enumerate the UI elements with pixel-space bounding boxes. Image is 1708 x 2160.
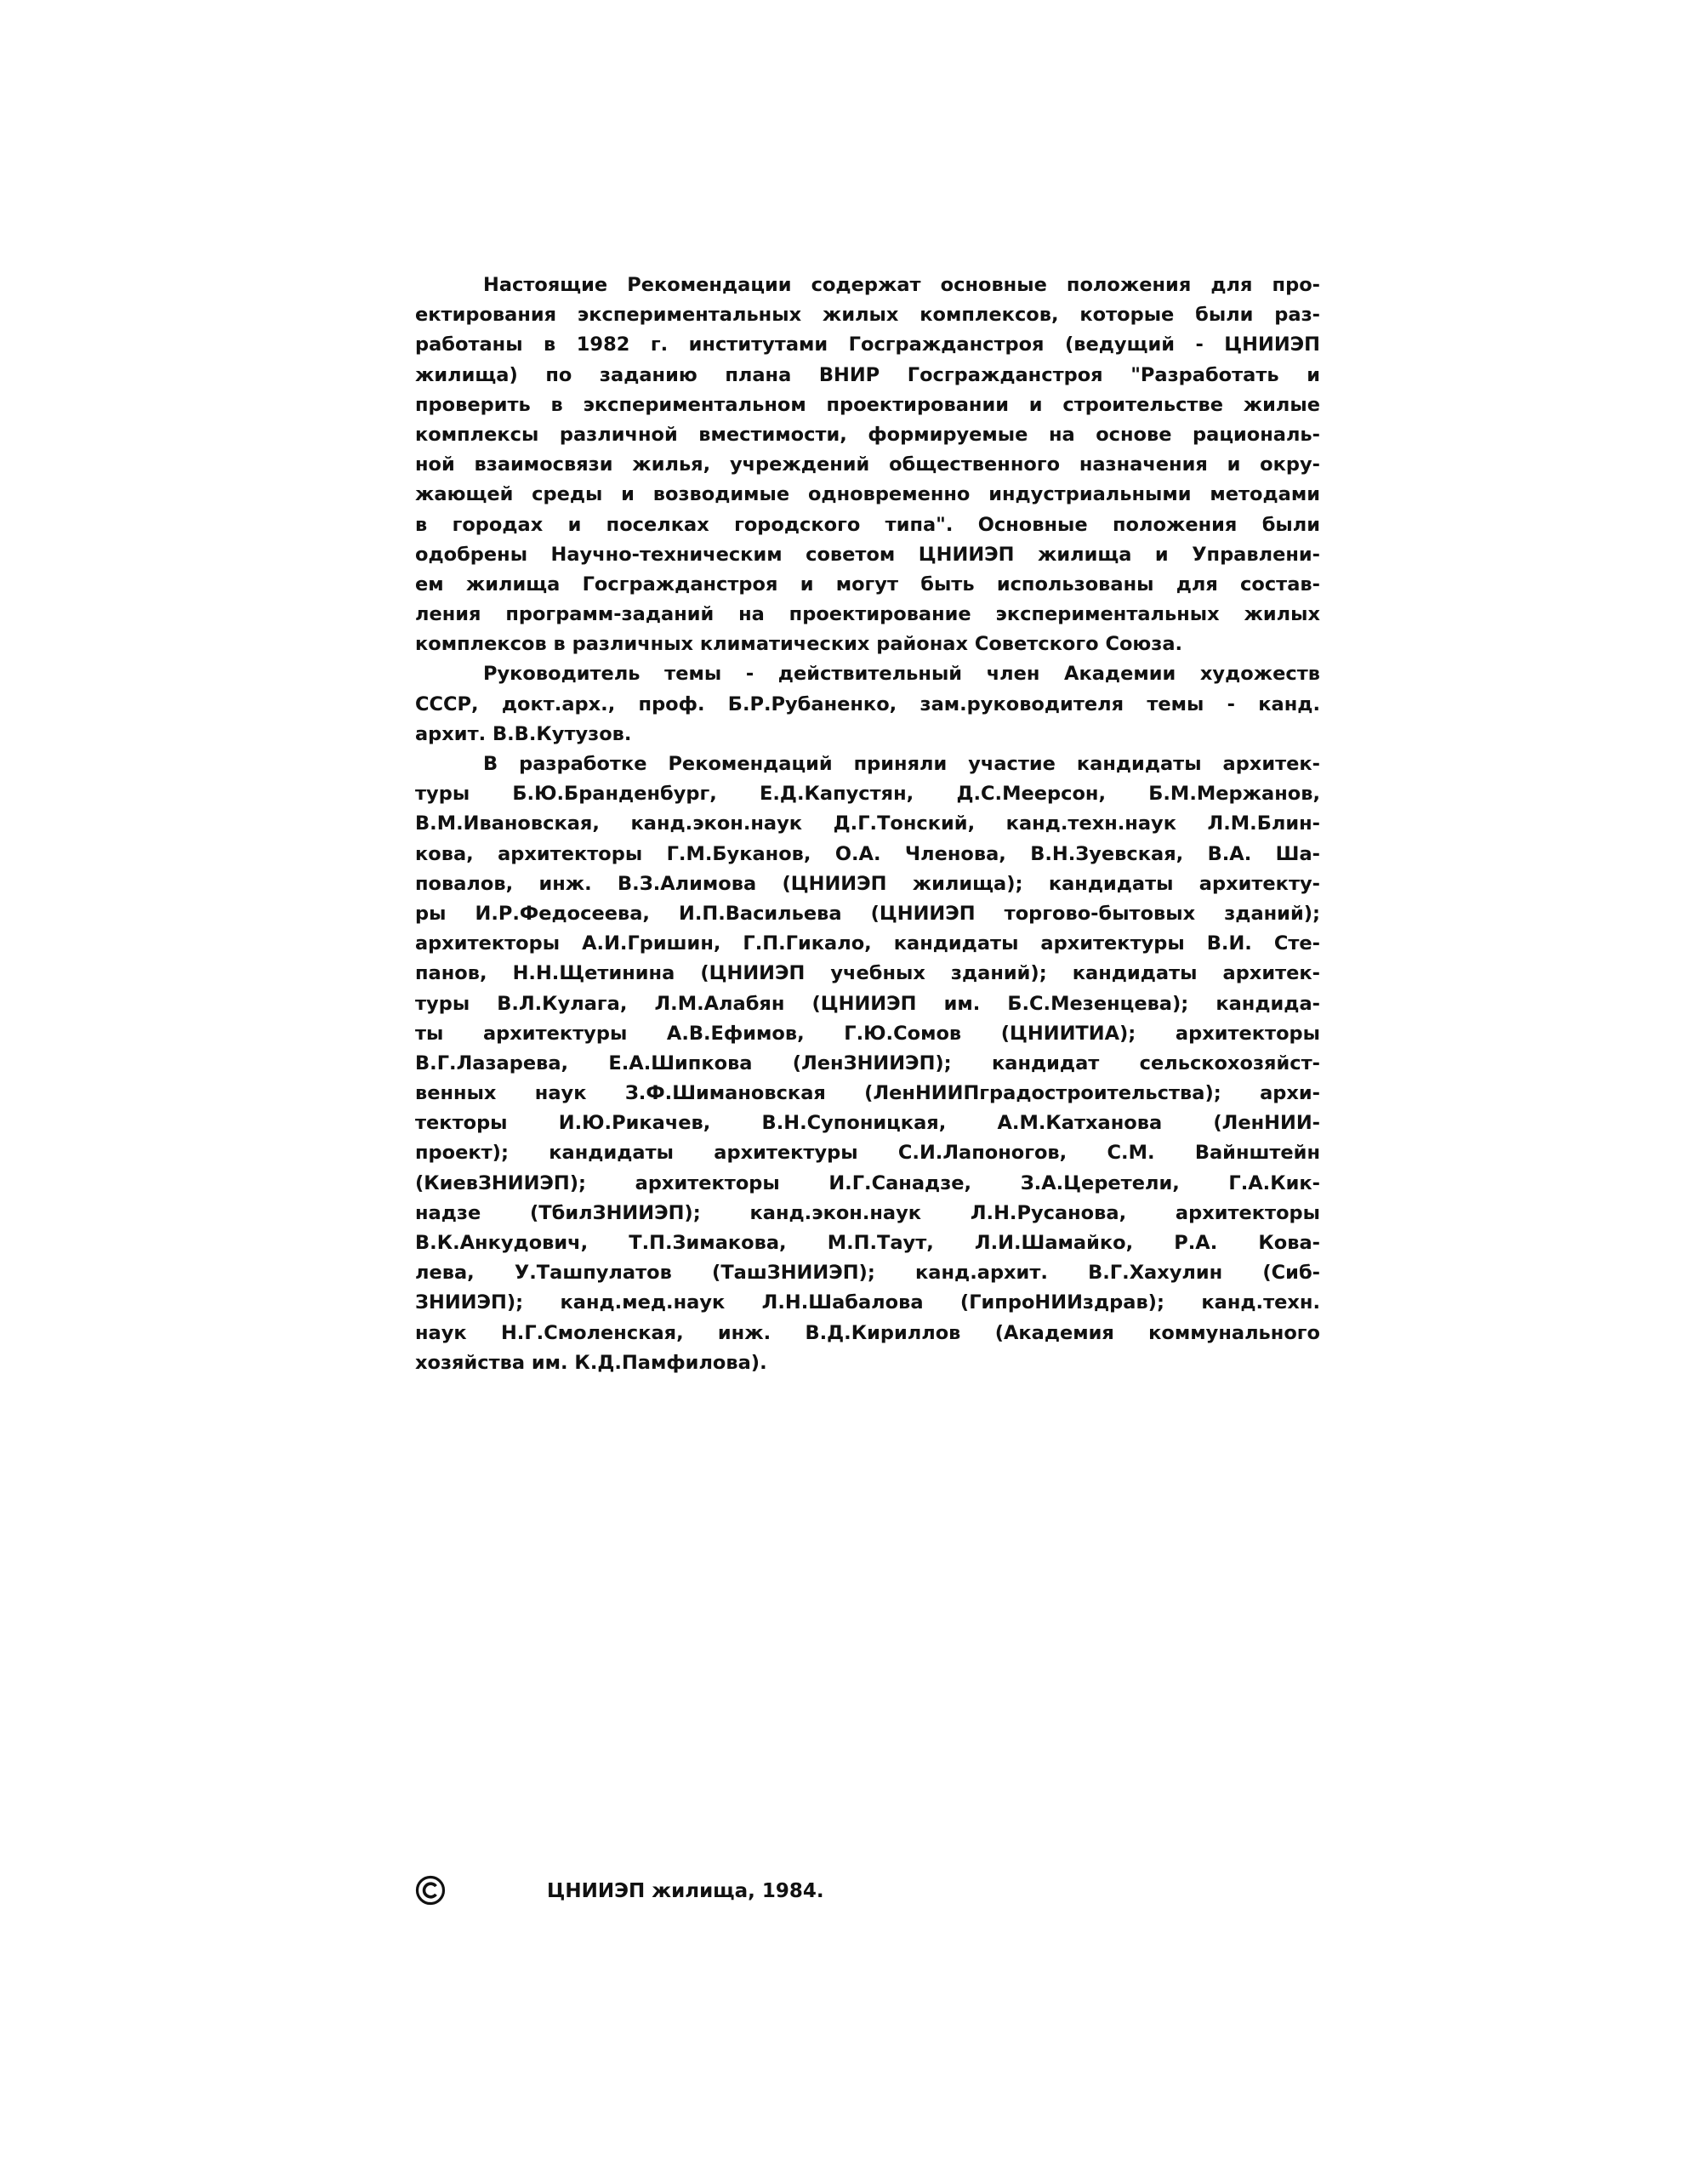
text-line: ектирования экспериментальных жилых комплексов, которые были раз- (415, 304, 1320, 327)
copyright-icon (415, 1875, 446, 1906)
text-line: проект); кандидаты архитектуры С.И.Лапоногов, С.М. Вайнштейн (415, 1142, 1320, 1165)
text-line: одобрены Научно-техническим советом ЦНИИЭП жилища и Управлени- (415, 543, 1320, 566)
text-line: работаны в 1982 г. институтами Госгражданстроя (ведущий - ЦНИИЭП (415, 333, 1320, 356)
text-line: Настоящие Рекомендации содержат основные положения для про- (483, 274, 1320, 296)
text-line: ты архитектуры А.В.Ефимов, Г.Ю.Сомов (ЦНИИТИА); архитекторы (415, 1022, 1320, 1045)
text-line: СССР, докт.арх., проф. Б.Р.Рубаненко, зам.руководителя темы - канд. (415, 692, 1320, 715)
paragraph-participants (415, 749, 1320, 1378)
text-line: ем жилища Госгражданстроя и могут быть использованы для состав- (415, 573, 1320, 596)
text-line: надзе (ТбилЗНИИЭП); канд.экон.наук Л.Н.Русанова, архитекторы (415, 1201, 1320, 1224)
text-line: Руководитель темы - действительный член Академии художеств (483, 663, 1320, 686)
text-line: В.Г.Лазарева, Е.А.Шипкова (ЛенЗНИИЭП); кандидат сельскохозяйст- (415, 1052, 1320, 1074)
text-line: В разработке Рекомендаций приняли участие кандидаты архитек- (483, 753, 1320, 775)
text-line: хозяйства им. К.Д.Памфилова). (415, 1351, 767, 1374)
text-line: венных наук З.Ф.Шимановская (ЛенНИИПградостроительства); архи- (415, 1082, 1320, 1105)
text-line: лева, У.Ташпулатов (ТашЗНИИЭП); канд.архит. В.Г.Хахулин (Сиб- (415, 1262, 1320, 1285)
text-line: ной взаимосвязи жилья, учреждений общественного назначения и окру- (415, 453, 1320, 476)
text-line: туры Б.Ю.Бранденбург, Е.Д.Капустян, Д.С.Меерсон, Б.М.Мержанов, (415, 783, 1320, 806)
text-line: панов, Н.Н.Щетинина (ЦНИИЭП учебных зданий); кандидаты архитек- (415, 962, 1320, 985)
document-body (415, 271, 1320, 1378)
text-line: жилища) по заданию плана ВНИР Госгражданстроя "Разработать и (415, 363, 1320, 386)
text-line: ЗНИИЭП); канд.мед.наук Л.Н.Шабалова (ГипроНИИздрав); канд.техн. (415, 1291, 1320, 1314)
text-line: кова, архитекторы Г.М.Буканов, О.А. Членова, В.Н.Зуевская, В.А. Ша- (415, 842, 1320, 865)
paragraph-leaders (415, 659, 1320, 749)
text-line: текторы И.Ю.Рикачев, В.Н.Супоницкая, А.М.Катханова (ЛенНИИ- (415, 1112, 1320, 1135)
text-line: в городах и поселках городского типа". Основные положения были (415, 513, 1320, 536)
text-line: комплексов в различных климатических районах Советского Союза. (415, 633, 1183, 656)
paragraph-intro (415, 271, 1320, 659)
text-line: ры И.Р.Федосеева, И.П.Васильева (ЦНИИЭП торгово-бытовых зданий); (415, 902, 1320, 925)
text-line: ления программ-заданий на проектирование экспериментальных жилых (415, 603, 1320, 626)
copyright-footer (415, 1875, 925, 1909)
text-line: архитекторы А.И.Гришин, Г.П.Гикало, кандидаты архитектуры В.И. Сте- (415, 932, 1320, 955)
text-line: проверить в экспериментальном проектировании и строительстве жилые (415, 393, 1320, 416)
copyright-text: ЦНИИЭП жилища, 1984. (547, 1880, 824, 1902)
text-line: туры В.Л.Кулага, Л.М.Алабян (ЦНИИЭП им. Б.С.Мезенцева); кандида- (415, 992, 1320, 1015)
text-line: В.К.Анкудович, Т.П.Зимакова, М.П.Таут, Л.И.Шамайко, Р.А. Кова- (415, 1232, 1320, 1254)
text-line: жающей среды и возводимые одновременно индустриальными методами (415, 483, 1320, 506)
text-line: (КиевЗНИИЭП); архитекторы И.Г.Санадзе, З.А.Церетели, Г.А.Кик- (415, 1171, 1320, 1194)
text-line: В.М.Ивановская, канд.экон.наук Д.Г.Тонский, канд.техн.наук Л.М.Блин- (415, 812, 1320, 835)
text-line: архит. В.В.Кутузов. (415, 722, 632, 745)
text-line: повалов, инж. В.З.Алимова (ЦНИИЭП жилища); кандидаты архитекту- (415, 872, 1320, 895)
text-line: наук Н.Г.Смоленская, инж. В.Д.Кириллов (Академия коммунального (415, 1321, 1320, 1344)
text-line: комплексы различной вместимости, формируемые на основе рациональ- (415, 423, 1320, 446)
